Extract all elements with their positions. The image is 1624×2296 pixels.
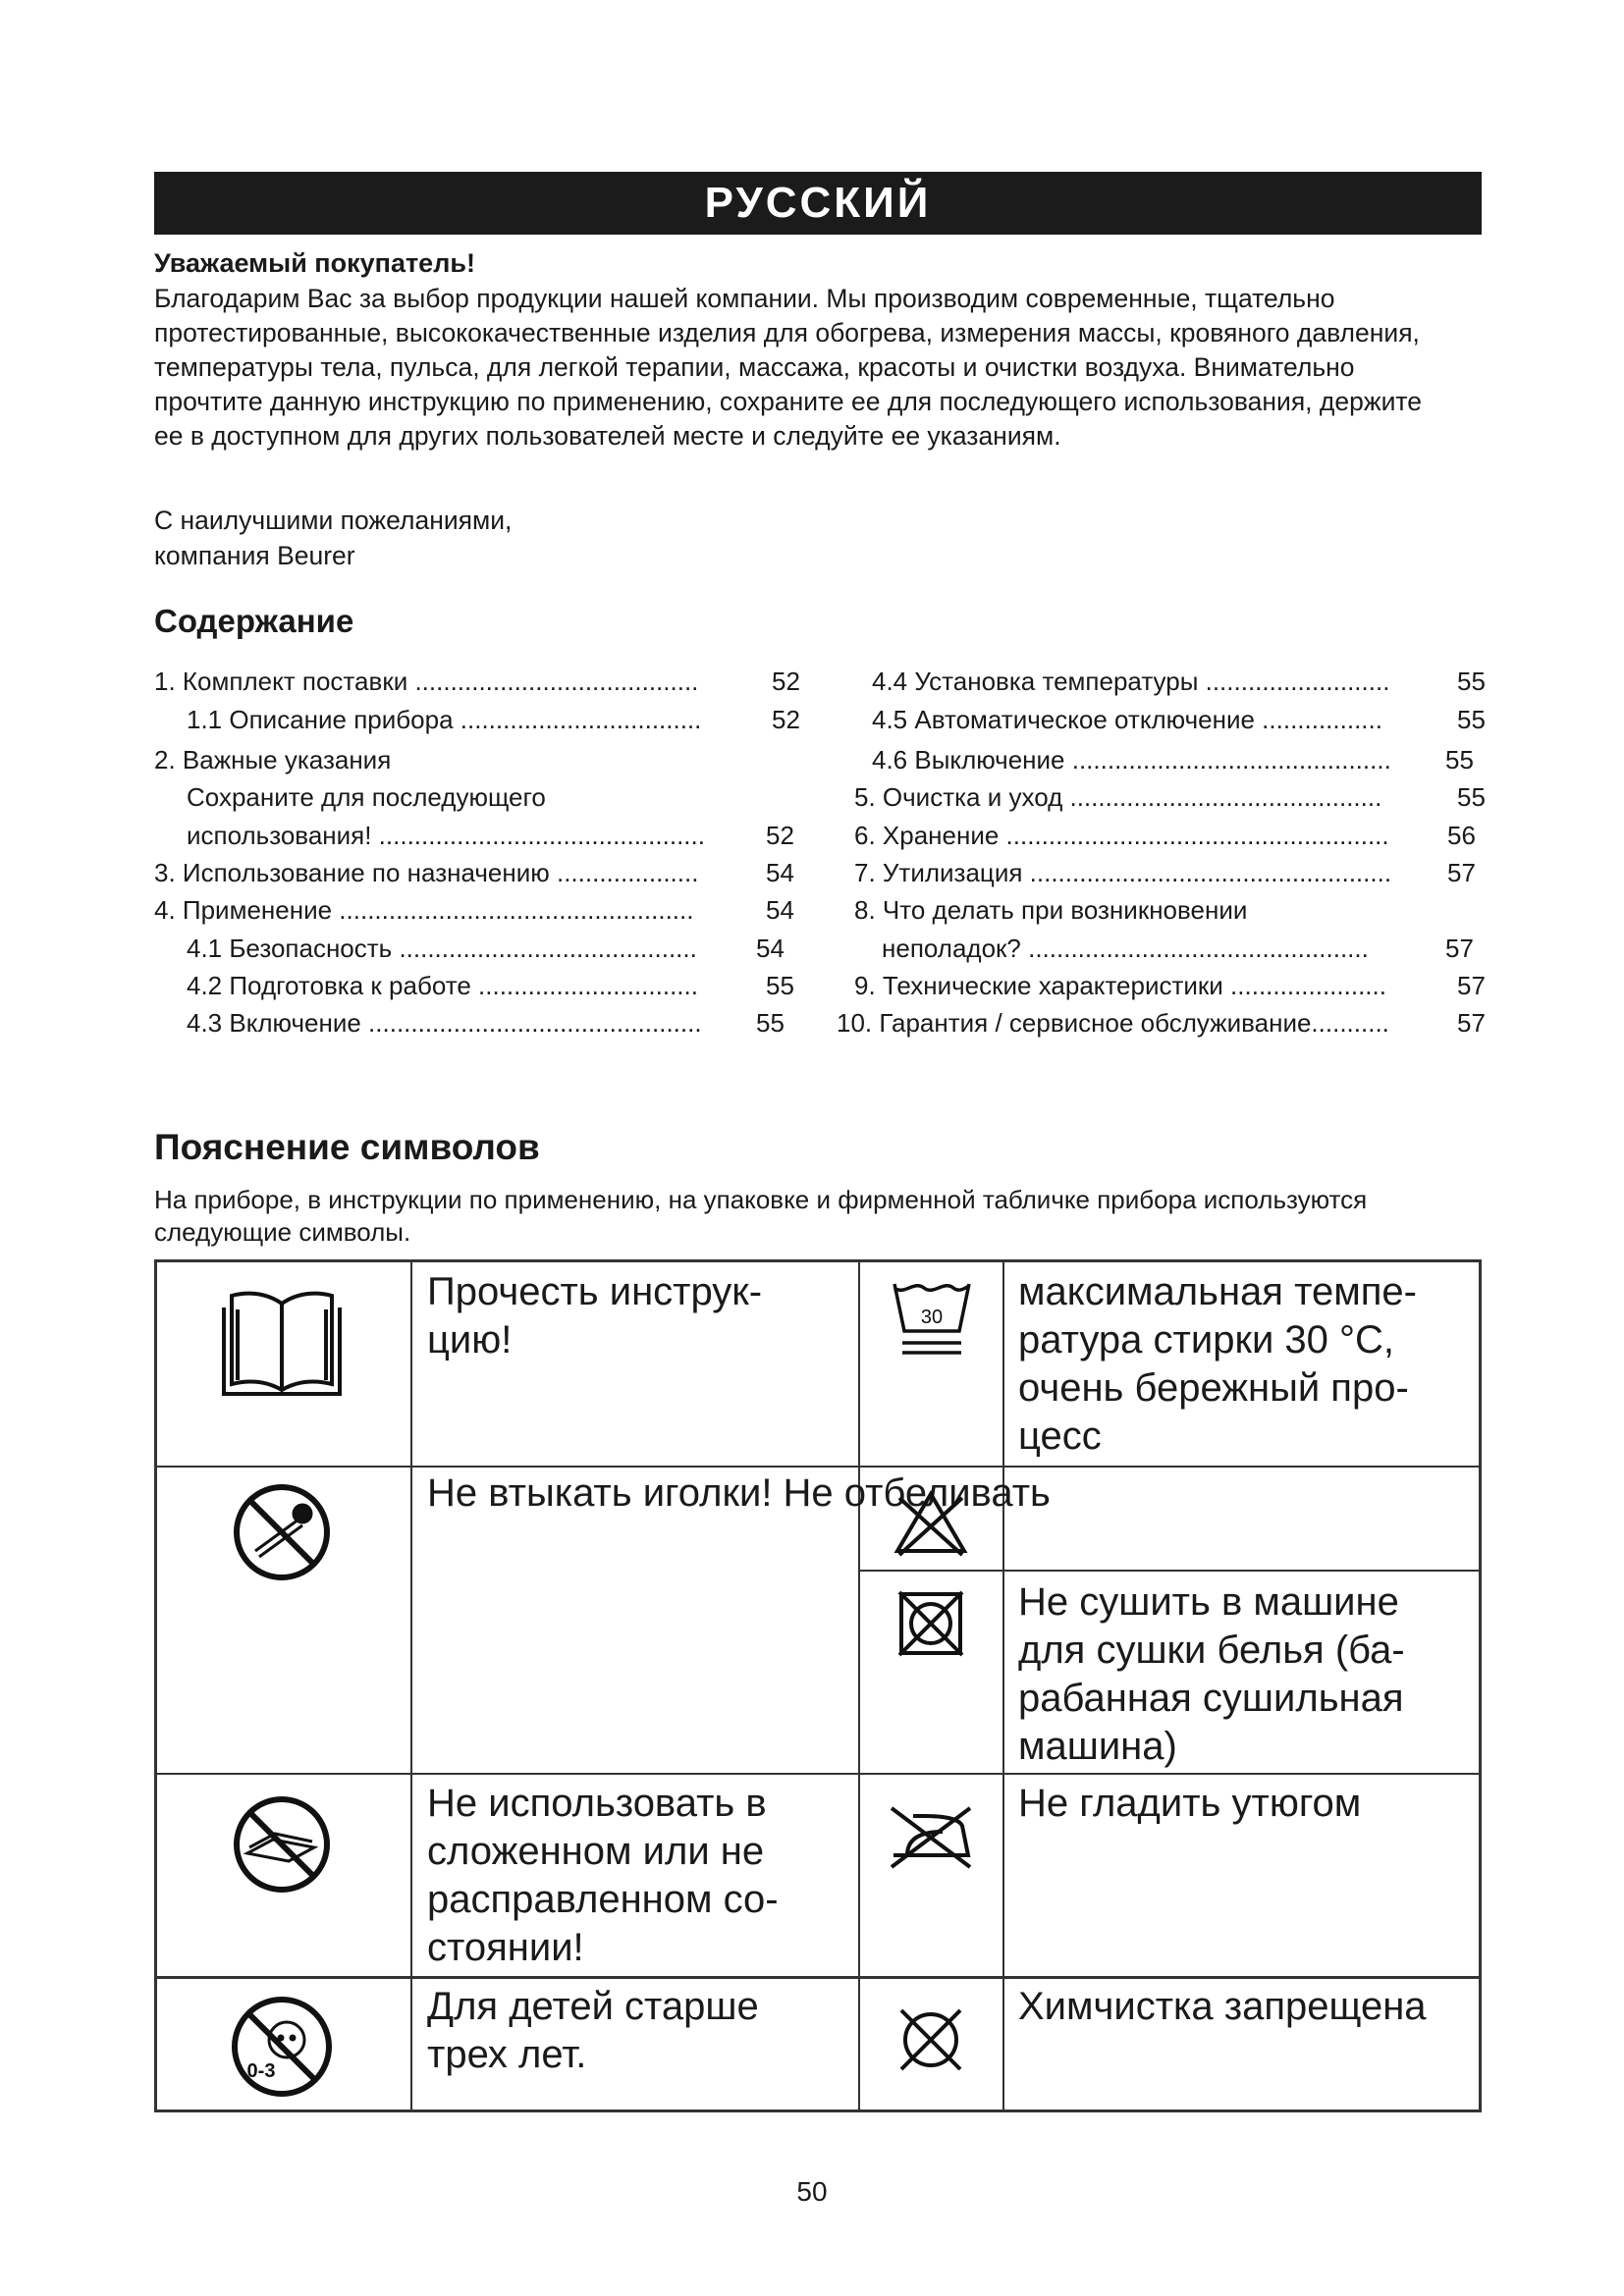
table-divider — [154, 1976, 1482, 1979]
symbols-intro-line: следующие символы. — [154, 1217, 411, 1247]
greeting: Уважаемый покупатель! — [154, 248, 475, 278]
age-label: 0-3 — [246, 2060, 276, 2082]
no-dry-clean-icon — [893, 2002, 968, 2077]
table-divider — [1002, 1259, 1004, 2112]
table-border — [154, 2109, 1482, 2112]
signoff-line: С наилучшими пожеланиями, — [154, 506, 513, 535]
toc-page: 57 — [1457, 1008, 1486, 1038]
toc-page: 57 — [1457, 971, 1486, 1000]
age-restriction-icon — [228, 1993, 336, 2101]
no-tumble-dry-text: Не сушить в машине для сушки белья (ба- рабанная сушильная машина) — [1018, 1580, 1405, 1768]
table-border — [1479, 1259, 1482, 2112]
toc-entry: 9. Технические характеристики ...................... — [854, 971, 1386, 1000]
toc-entry: 4.5 Автоматическое отключение ................. — [872, 705, 1382, 734]
table-border — [154, 1259, 157, 2112]
toc-entry: 8. Что делать при возникновении — [854, 895, 1248, 925]
symbols-title: Пояснение символов — [154, 1127, 540, 1167]
toc-page: 55 — [1445, 745, 1474, 774]
table-divider — [858, 1259, 860, 2112]
toc-entry: 2. Важные указания — [154, 745, 392, 774]
toc-page: 52 — [772, 705, 800, 734]
book-icon — [218, 1282, 346, 1400]
not-folded-text: Не использовать в сложенном или не расправленном со- стоянии! — [427, 1782, 779, 1969]
symbols-intro — [154, 1184, 1489, 1249]
no-iron-text: Не гладить утюгом — [1018, 1782, 1362, 1825]
toc-entry: 4. Применение .................................................. — [154, 895, 694, 925]
toc-title: Содержание — [154, 603, 354, 639]
intro-line: температуры тела, пульса, для легкой терапии, массажа, красоты и очистки воздуха. Внимательно — [154, 352, 1355, 382]
children-text: Для детей старше трех лет. — [427, 1985, 759, 2076]
page-number: 50 — [796, 2176, 828, 2207]
toc-entry: 10. Гарантия / сервисное обслуживание........... — [837, 1008, 1389, 1038]
toc-page: 55 — [766, 971, 794, 1000]
toc-page: 54 — [756, 934, 785, 963]
toc-entry: 4.3 Включение ............................................... — [187, 1008, 702, 1038]
toc-entry: 5. Очистка и уход ............................................ — [854, 782, 1382, 812]
toc-page: 55 — [1457, 705, 1486, 734]
toc-page: 54 — [766, 858, 794, 887]
toc-entry: 1.1 Описание прибора .................................. — [187, 705, 702, 734]
not-folded-icon — [230, 1792, 334, 1896]
toc-entry: 4.6 Выключение ............................................. — [872, 745, 1391, 774]
wash-30-icon — [889, 1274, 975, 1362]
toc-entry: использования! .............................................. — [187, 821, 705, 850]
no-iron-icon — [884, 1800, 978, 1873]
toc-page: 52 — [772, 667, 800, 696]
intro-line: протестированные, высококачественные изделия для обогрева, измерения массы, кровяного давления, — [154, 318, 1420, 347]
toc-entry: 6. Хранение ...................................................... — [854, 821, 1389, 850]
intro-line: Благодарим Вас за выбор продукции нашей компании. Мы производим современные, тщательно — [154, 284, 1335, 313]
intro-paragraph — [154, 282, 1489, 454]
toc-entry: 4.4 Установка температуры .......................... — [872, 667, 1390, 696]
toc-page: 56 — [1447, 821, 1476, 850]
toc-entry: неполадок? ................................................ — [882, 934, 1369, 963]
toc-page: 54 — [766, 895, 794, 925]
table-divider — [858, 1570, 1482, 1572]
toc-entry: Сохраните для последующего — [187, 782, 546, 812]
table-divider — [410, 1259, 412, 2112]
toc-page: 52 — [766, 821, 794, 850]
toc-page: 57 — [1447, 858, 1476, 887]
symbols-intro-line: На приборе, в инструкции по применению, на упаковке и фирменной табличке прибора используются — [154, 1185, 1368, 1214]
toc-entry: 4.2 Подготовка к работе ............................... — [187, 971, 698, 1000]
intro-line: прочтите данную инструкцию по применению, сохраните ее для последующего использования, держите — [154, 387, 1422, 416]
toc-page: 55 — [1457, 782, 1486, 812]
toc-page: 57 — [1445, 934, 1474, 963]
language-title: РУССКИЙ — [704, 179, 932, 227]
intro-line: ее в доступном для других пользователей месте и следуйте ее указаниям. — [154, 421, 1061, 451]
signoff — [154, 503, 512, 573]
toc-entry: 3. Использование по назначению .................... — [154, 858, 699, 887]
no-pins-text: Не втыкать иголки! Не отбеливать — [427, 1471, 1051, 1515]
toc-entry: 4.1 Безопасность .......................................... — [187, 934, 697, 963]
signoff-line: компания Beurer — [154, 541, 355, 570]
wash-30-text: максимальная темпе- ратура стирки 30 °C, очень бережный про- цесс — [1018, 1270, 1417, 1458]
no-bleach-icon — [892, 1488, 970, 1559]
table-divider — [154, 1773, 1482, 1775]
wash-temperature-label: 30 — [920, 1307, 944, 1328]
no-dry-clean-text: Химчистка запрещена — [1018, 1985, 1427, 2028]
table-border — [154, 1259, 1482, 1262]
toc-entry: 1. Комплект поставки ........................................ — [154, 667, 699, 696]
table-divider — [154, 1466, 1482, 1468]
read-instructions-text: Прочесть инструк- цию! — [427, 1270, 763, 1362]
no-tumble-dry-icon — [895, 1588, 966, 1659]
no-pins-icon — [230, 1480, 334, 1584]
toc-entry: 7. Утилизация ................................................... — [854, 858, 1392, 887]
language-header — [154, 172, 1482, 235]
toc-page: 55 — [1457, 667, 1486, 696]
toc-page: 55 — [756, 1008, 785, 1038]
